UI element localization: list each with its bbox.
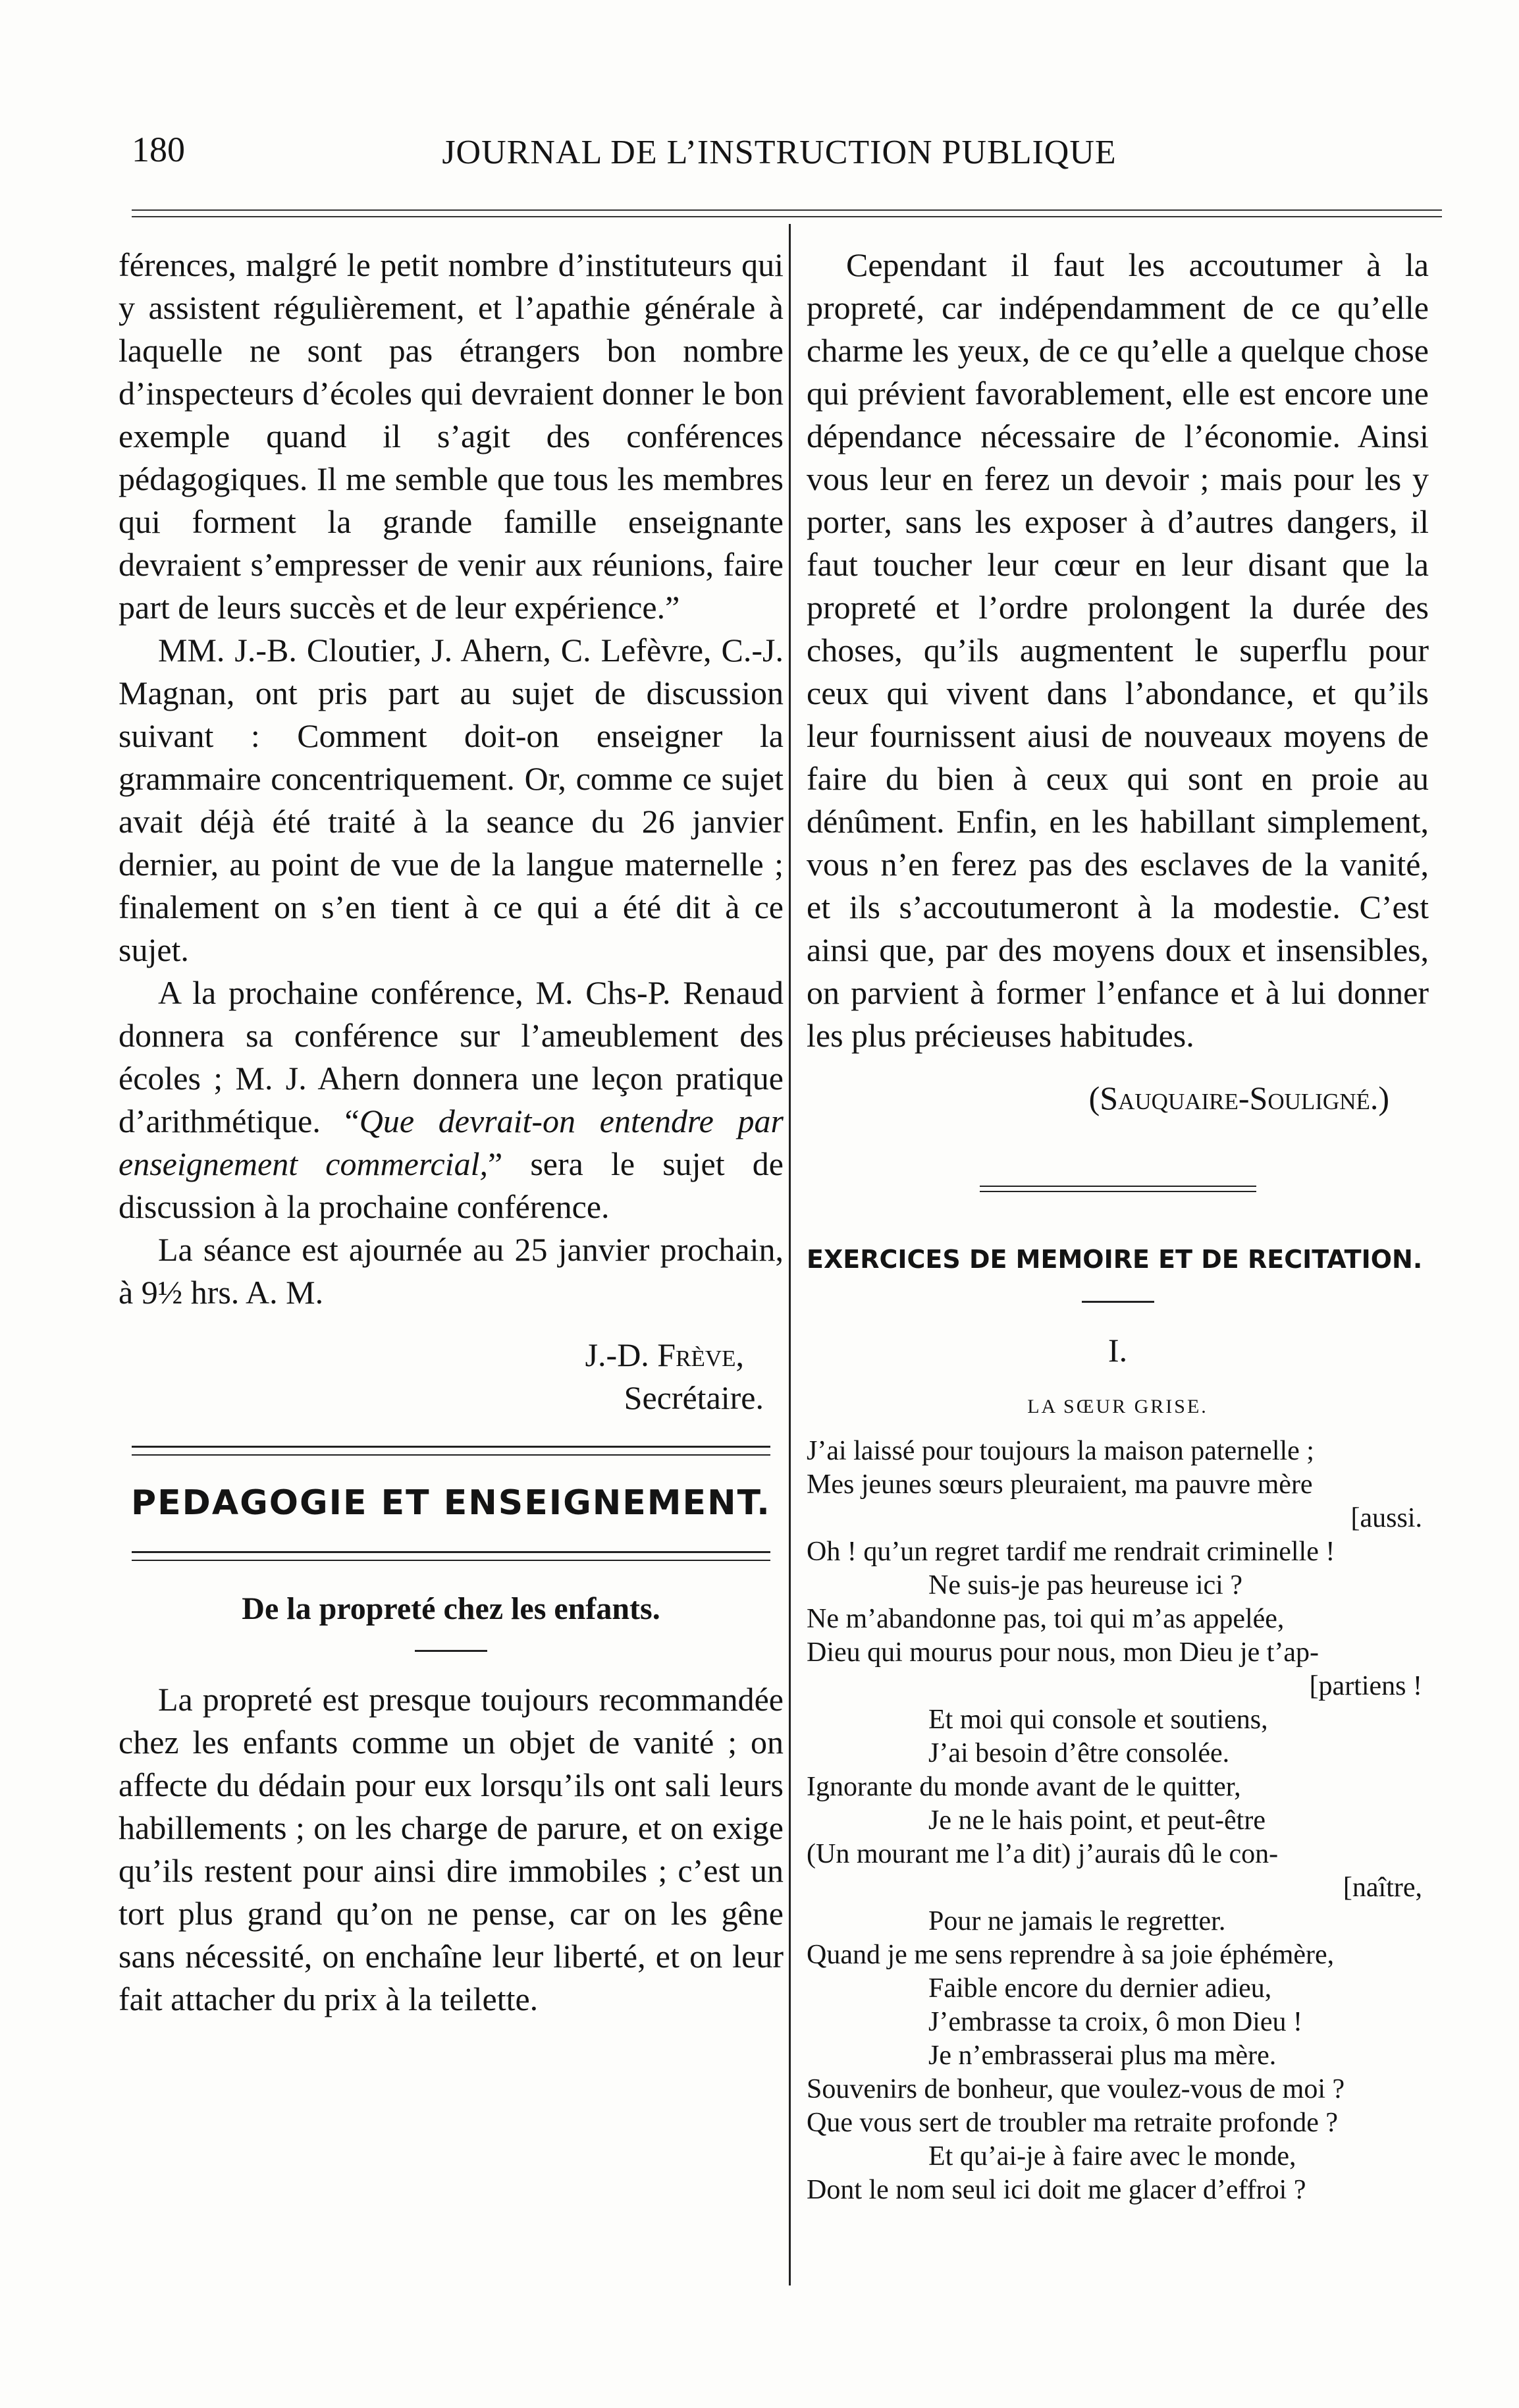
page-number: 180: [132, 130, 185, 169]
poem-line: Ne m’abandonne pas, toi qui m’as appelée,: [807, 1604, 1285, 1634]
poem-line: (Un mourant me l’a dit) j’aurais dû le con-: [807, 1839, 1279, 1869]
paragraph: férences, malgré le petit nombre d’instituteurs qui y assistent régulièrement, et l’apathie générale à laquelle ne sont pas étrangers bon nombre d’inspecteurs d’écoles qui devraient donner le bon exemple quand il s’agit des conférences pédagogiques. Il me semble que tous les membres qui forment la grande famille enseignante devraient s’empresser de venir aux réunions, faire part de leurs succès et de leur expérience.”: [119, 246, 784, 626]
poem-line: [aussi.: [1350, 1503, 1422, 1533]
paragraph: Cependant il faut les accoutumer à la propreté, car indépendamment de ce qu’elle charme les yeux, de ce qu’elle a quelque chose qui prévient favorablement, elle est encore une dépendance nécessaire de l’économie. Ainsi vous leur en ferez un devoir ; mais pour les y porter, sans les exposer à d’autres dangers, il faut toucher leur cœur en leur disant que la propreté et l’ordre prolongent la durée des choses, qu’ils augmentent le superflu pour ceux qui vivent dans l’abondance, et qu’ils leur fournissent aiusi de nouveaux moyens de faire du bien à ceux qui sont en proie au dénûment. Enfin, en les habillant simplement, vous n’en ferez pas des esclaves de la vanité, et ils s’accoutumeront à la modestie. C’est ainsi que, par des moyens doux et insensibles, on parvient à former l’enfance et à lui donner les plus précieuses habitudes.: [807, 246, 1429, 1054]
running-title: JOURNAL DE L’INSTRUCTION PUBLIQUE: [442, 134, 1117, 171]
italic-text: Que devrait-on entendre par enseignement commercial,: [119, 1103, 784, 1182]
roman-numeral: I.: [1107, 1332, 1128, 1369]
poem-line: Dont le nom seul ici doit me glacer d’effroi ?: [807, 2175, 1306, 2205]
poem-title: LA SŒUR GRISE.: [1027, 1396, 1208, 1417]
header-rule: [132, 209, 1442, 217]
poem: [807, 1435, 1429, 2207]
attribution: (Sauquaire-Souligné.): [1088, 1080, 1389, 1116]
poem-line: Et moi qui console et soutiens,: [928, 1705, 1268, 1735]
short-rule: [1082, 1301, 1154, 1303]
poem-line: Souvenirs de bonheur, que voulez-vous de moi ?: [807, 2074, 1345, 2104]
right-column: [807, 244, 1429, 2207]
poem-line: Ne suis-je pas heureuse ici ?: [928, 1570, 1242, 1601]
article-title: De la propreté chez les enfants.: [242, 1591, 660, 1626]
paragraph: La séance est ajournée au 25 janvier prochain, à 9½ hrs. A. M.: [119, 1231, 784, 1311]
poem-line: J’embrasse ta croix, ô mon Dieu !: [928, 2007, 1303, 2037]
paragraph: MM. J.-B. Cloutier, J. Ahern, C. Lefèvre, C.-J. Magnan, ont pris part au sujet de discussion suivant : Comment doit-on enseigner la grammaire concentriquement. Or, comme ce sujet avait déjà été traité à la seance du 26 janvier dernier, au point de vue de la langue maternelle ; finalement on s’en tient à ce qui a été dit à ce sujet.: [119, 632, 784, 968]
poem-line: J’ai laissé pour toujours la maison paternelle ;: [807, 1436, 1314, 1466]
page-header: [132, 129, 1348, 188]
short-rule: [415, 1650, 487, 1652]
poem-line: Mes jeunes sœurs pleuraient, ma pauvre mère: [807, 1469, 1313, 1500]
poem-line: [partiens !: [1309, 1671, 1422, 1701]
column-divider: [789, 224, 791, 2285]
divider-rule: [980, 1186, 1256, 1192]
section-rule-top: [132, 1446, 770, 1456]
poem-line: Quand je me sens reprendre à sa joie éphémère,: [807, 1940, 1335, 1970]
poem-line: Dieu qui mourus pour nous, mon Dieu je t’ap-: [807, 1637, 1319, 1668]
left-column: [119, 244, 784, 2021]
poem-line: Et qu’ai-je à faire avec le monde,: [928, 2141, 1296, 2172]
poem-line: J’ai besoin d’être consolée.: [928, 1738, 1230, 1768]
section-title: PEDAGOGIE ET ENSEIGNEMENT.: [131, 1483, 771, 1523]
poem-line: Que vous sert de troubler ma retraite profonde ?: [807, 2108, 1339, 2138]
poem-line: [naître,: [1343, 1873, 1422, 1903]
signature-name: J.-D. Frève,: [585, 1336, 744, 1373]
text-run: A la prochaine conférence, M. Chs-P. Renaud donnera sa conférence sur l’ameublement des écoles ; M. J. Ahern donnera une leçon pratique d’arithmétique. “: [119, 974, 784, 1139]
poem-line: Oh ! qu’un regret tardif me rendrait criminelle !: [807, 1537, 1335, 1567]
paragraph: [119, 971, 784, 1228]
text-run: ” sera le sujet de discussion à la prochaine conférence.: [119, 1145, 784, 1225]
section-title: EXERCICES DE MEMOIRE ET DE RECITATION.: [807, 1245, 1423, 1274]
signature-title: Secrétaire.: [624, 1379, 764, 1416]
poem-line: Ignorante du monde avant de le quitter,: [807, 1772, 1241, 1802]
section-rule-bottom: [132, 1551, 770, 1561]
paragraph: La propreté est presque toujours recommandée chez les enfants comme un objet de vanité ; on affecte du dédain pour eux lorsqu’ils ont sali leurs habillements ; on les charge de parure, et on exige qu’ils restent pour ainsi dire immobiles ; c’est un tort plus grand qu’on ne pense, car on les gêne sans nécessité, on enchaîne leur liberté, et on leur fait attacher du prix à la teilette.: [119, 1681, 784, 2017]
poem-line: Faible encore du dernier adieu,: [928, 1973, 1272, 2004]
poem-line: Pour ne jamais le regretter.: [928, 1906, 1226, 1936]
poem-line: Je n’embrasserai plus ma mère.: [928, 2040, 1277, 2071]
poem-line: Je ne le hais point, et peut-être: [928, 1805, 1266, 1836]
